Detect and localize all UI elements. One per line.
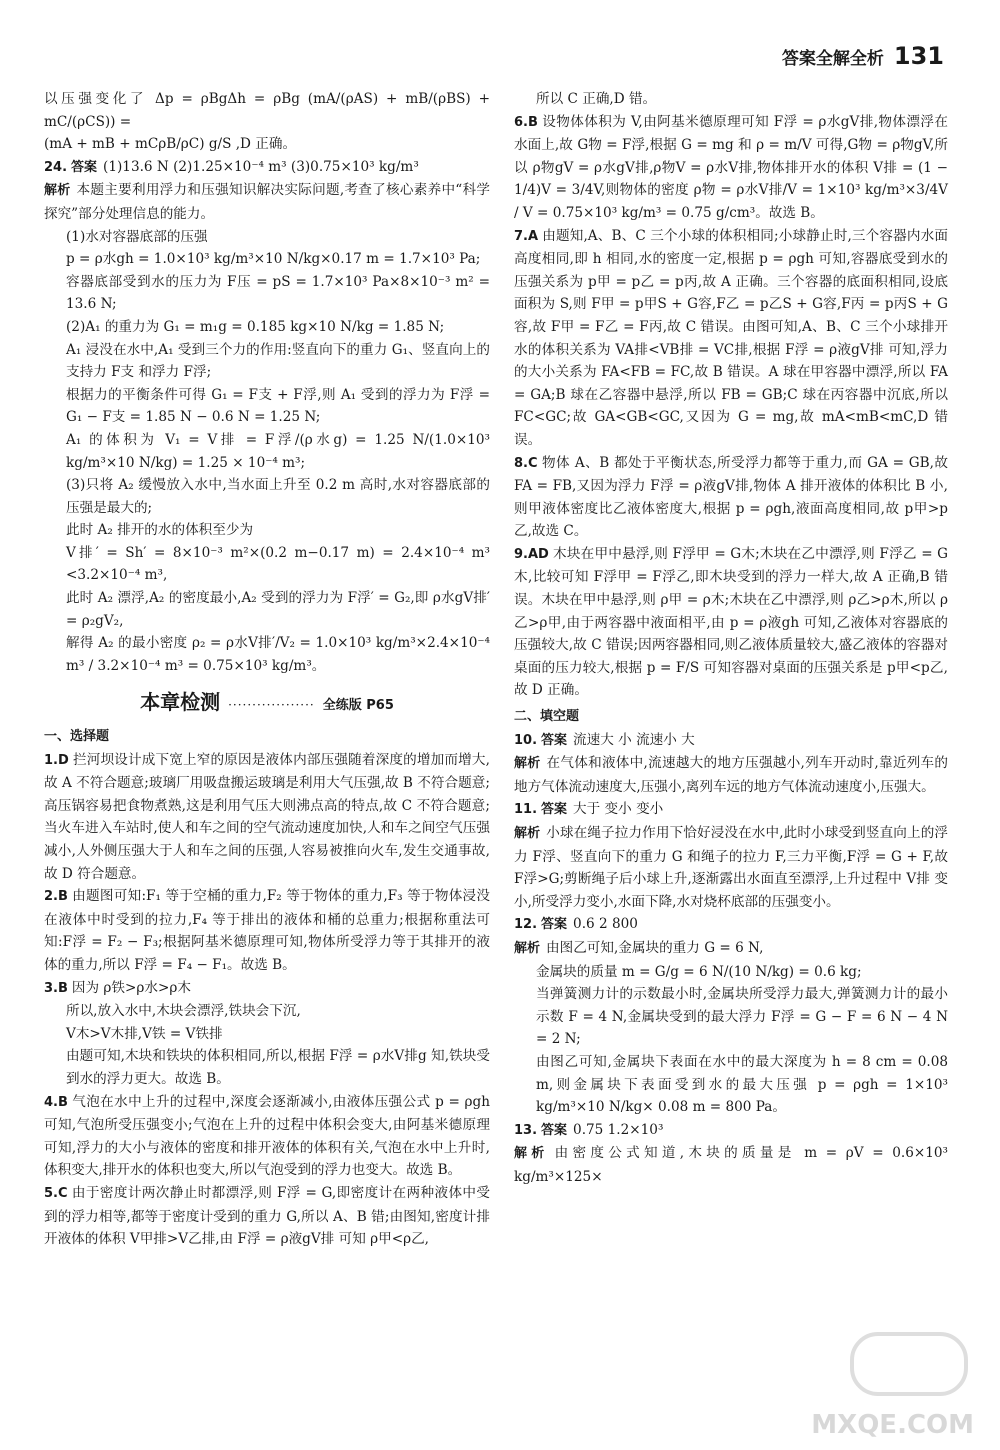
- question-number: 2.B: [44, 889, 68, 905]
- answer-paragraph: [514, 729, 948, 753]
- solution-line: 解得 A₂ 的最小密度 ρ₂ = ρ水V排′/V₂ = 1.0×10³ kg/m³×2.4×10⁻⁴ m³ / 3.2×10⁻⁴ m³ = 0.75×10³ kg/m³。: [66, 635, 490, 674]
- answer-paragraph: [514, 225, 948, 452]
- answer-paragraph: [44, 885, 490, 976]
- answer-label: 答案: [71, 159, 98, 175]
- question-number: 1.D: [44, 752, 69, 768]
- solution-line: (1)水对容器底部的压强: [66, 228, 208, 245]
- answer-paragraph: [514, 798, 948, 822]
- answer-paragraph: [514, 822, 948, 913]
- question-number: 6.B: [514, 114, 538, 130]
- answer-paragraph: [44, 749, 490, 886]
- question-number: 13.: [514, 1122, 538, 1138]
- solution-line: 当弹簧测力计的示数最小时,金属块所受浮力最大,弹簧测力计的最小示数 F = 4 N,金属块受到的最大浮力 F浮 = G − F = 6 N − 4 N = 2 N;: [536, 986, 948, 1048]
- answer-label: 答案: [541, 732, 568, 748]
- solution-line: (3)只将 A₂ 缓慢放入水中,当水面上升至 0.2 m 高时,水对容器底部的压强是最大的;: [66, 477, 490, 516]
- answer-text: 小球在绳子拉力作用下恰好浸没在水中,此时小球受到竖直向上的浮力 F浮、竖直向下的重力 G 和绳子的拉力 F,三力平衡,F浮 = G + F,故 F浮>G;剪断绳子后小球上升,逐渐露出水面直至漂浮,上升过程中 V排 变小,所受浮力变小,水面下降,水对烧杯底部的压强变小。: [514, 825, 948, 910]
- answer-text: 0.75 1.2×10³: [573, 1121, 664, 1138]
- solution-line: V木>V木排,V铁 = V铁排: [66, 1025, 223, 1042]
- solution-line: 此时 A₂ 漂浮,A₂ 的密度最小,A₂ 受到的浮力为 F浮′ = G₂,即 ρ水gV排′ = ρ₂gV₂,: [66, 590, 490, 629]
- question-number: 3.B: [44, 980, 68, 996]
- header-title: 答案全解全析: [781, 48, 884, 69]
- section-heading: 二、填空题: [514, 709, 580, 725]
- question-number: 9.AD: [514, 546, 549, 562]
- solution-line: A₁ 的体积为 V₁ = V排 = F浮/(ρ水g) = 1.25 N/(1.0×10³ kg/m³×10 N/kg) = 1.25 × 10⁻⁴ m³;: [66, 431, 490, 471]
- answer-text: 流速大 小 流速小 大: [573, 731, 695, 748]
- answer-text: 木块在甲中悬浮,则 F浮甲 = G木;木块在乙中漂浮,则 F浮乙 = G木,比较可知 F浮甲 = F浮乙,即木块受到的浮力一样大,故 A 正确,B 错误。木块在甲中悬浮,则 ρ甲 = ρ木;木块在乙中漂浮,则 ρ乙>ρ木,所以 ρ乙>ρ甲,由于两容器中液面相平,由 p = ρ液gh 可知,乙液体对容器底的压强较大,故 C 错误;因两容器相同,则乙液体质量较大,盛乙液体的容器对桌面的压力较大,根据 p = F/S 可知容器对桌面的压强关系是 p甲<p乙,故 D 正确。: [514, 545, 948, 699]
- answer-label: 解析: [514, 940, 541, 956]
- answer-text: 拦河坝设计成下宽上窄的原因是液体内部压强随着深度的增加而增大,故 A 不符合题意;玻璃厂用吸盘搬运玻璃是利用大气压强,故 B 不符合题意;高压锅容易把食物煮熟,这是利用气压大则沸点高的特点,故 C 不符合题意;当火车进入车站时,使人和车之间的空气流动速度加快,人和车之间空气压强减小,人外侧压强大于人和车之间的压强,人容易被推向火车,发生交通事故,故 D 符合题意。: [44, 751, 490, 882]
- answer-text: (1)13.6 N (2)1.25×10⁻⁴ m³ (3)0.75×10³ kg/m³: [103, 158, 419, 175]
- question-number: 11.: [514, 802, 538, 818]
- solution-line: 所以 C 正确,D 错。: [536, 91, 657, 107]
- page-number: 131: [893, 42, 944, 70]
- solution-line: 根据力的平衡条件可得 G₁ = F支 + F浮,则 A₁ 受到的浮力为 F浮 = G₁ − F支 = 1.85 N − 0.6 N = 1.25 N;: [66, 386, 490, 426]
- watermark: [811, 1320, 980, 1440]
- solution-line: 所以,放入水中,木块会漂浮,铁块会下沉,: [66, 1003, 301, 1020]
- answer-label: 解析: [514, 826, 541, 841]
- answer-label: 解析: [514, 1146, 549, 1162]
- question-number: 10.: [514, 732, 538, 748]
- solution-line: 此时 A₂ 排开的水的体积至少为: [66, 522, 254, 539]
- chapter-heading: [44, 691, 490, 718]
- answer-text: 气泡在水中上升的过程中,深度会逐渐减小,由液体压强公式 p = ρgh 可知,气泡所受压强变小;气泡在上升的过程中体积会变大,由阿基米德原理可知,浮力的大小与液体的密度和排开液体的体积有关,气泡在水中上升时,体积变大,排开水的体积也变大,所以气泡受到的浮力也变大。故选 B。: [44, 1093, 490, 1179]
- answer-paragraph: [44, 977, 490, 1001]
- answer-text: 大于 变小 变小: [573, 801, 664, 818]
- answer-text: 由密度公式知道,木块的质量是 m = ρV = 0.6×10³ kg/m³×125×: [514, 1145, 948, 1185]
- answer-label: 答案: [541, 1122, 568, 1138]
- answer-text: 0.6 2 800: [573, 916, 638, 933]
- answer-paragraph: [514, 1119, 948, 1143]
- watermark-text: MXQE.COM: [811, 1410, 974, 1440]
- answer-text: 由于密度计两次静止时都漂浮,则 F浮 = G,即密度计在两种液体中受到的浮力相等,都等于密度计受到的重力 G,所以 A、B 错;由图知,密度计排开液体的体积 V甲排>V乙排,由 F浮 = ρ液gV排 可知 ρ甲<ρ乙,: [44, 1184, 490, 1248]
- answer-text: 由图乙可知,金属块的重力 G = 6 N,: [546, 939, 764, 956]
- answer-text: 由题图可知:F₁ 等于空桶的重力,F₂ 等于物体的重力,F₃ 等于物体浸没在液体中时受到的拉力,F₄ 等于排出的液体和桶的总重力;根据称重法可知:F浮 = F₂ − F₃;根据阿基米德原理可知,物体所受浮力等于其排开的液体的重力,所以 F浮 = F₄ − F₁。故选 B。: [44, 888, 490, 973]
- answer-label: 解析: [44, 183, 71, 199]
- answer-label: 解析: [514, 756, 541, 772]
- chapter-title: 本章检测: [140, 690, 221, 715]
- question-number: 4.B: [44, 1094, 68, 1110]
- solution-line: V排′ = Sh′ = 8×10⁻³ m²×(0.2 m−0.17 m) = 2.4×10⁻⁴ m³ <3.2×10⁻⁴ m³,: [66, 544, 490, 584]
- right-column: [514, 88, 948, 1189]
- text-line: (mA + mB + mCρB/ρC) g/S ,D 正确。: [44, 136, 297, 153]
- solution-line: 由图乙可知,金属块下表面在水中的最大深度为 h = 8 cm = 0.08 m,则金属块下表面受到水的最大压强 p = ρgh = 1×10³ kg/m³×10 N/kg× 0.08 m = 800 Pa。: [536, 1053, 948, 1116]
- answer-paragraph: [514, 452, 948, 543]
- answer-text: 因为 ρ铁>ρ水>ρ木: [71, 979, 191, 996]
- watermark-badge-icon: [850, 1332, 968, 1396]
- solution-line: A₁ 浸没在水中,A₁ 受到三个力的作用:竖直向下的重力 G₁、竖直向上的支持力 F支 和浮力 F浮;: [66, 341, 490, 381]
- question-number: 8.C: [514, 455, 538, 471]
- answer-paragraph: [514, 752, 948, 798]
- answer-paragraph: [44, 156, 490, 180]
- chapter-dots: ··················: [228, 698, 315, 713]
- solution-line: p = ρ水gh = 1.0×10³ kg/m³×10 N/kg×0.17 m = 1.7×10³ Pa;: [66, 251, 481, 268]
- answer-paragraph: [514, 913, 948, 937]
- question-number: 24.: [44, 159, 68, 175]
- answer-text: 由题知,A、B、C 三个小球的体积相同;小球静止时,三个容器内水面高度相同,即 h 相同,水的密度一定,根据 p = ρgh 可知,容器底受到水的压强关系为 p甲 = p乙 = p丙,故 A 正确。三个容器的底面积相同,设底面积为 S,则 F甲 = p甲S + G容,F乙 = p乙S + G容,F丙 = p丙S + G容,故 F甲 = F乙 = F丙,故 C 错误。由图可知,A、B、C 三个小球排开水的体积关系为 VA排<VB排 = VC排,根据 F浮 = ρ液gV排 可知,浮力的大小关系为 FA<FB = FC,故 B 错误。A 球在甲容器中漂浮,所以 FA = GA;B 球在乙容器中悬浮,所以 FB = GB;C 球在丙容器中沉底,所以 FC<GC;故 GA<GB<GC,又因为 G = mg,故 mA<mB<mC,D 错误。: [514, 227, 948, 448]
- page-header: [782, 42, 944, 70]
- solution-line: 金属块的质量 m = G/g = 6 N/(10 N/kg) = 0.6 kg;: [536, 963, 862, 980]
- answer-paragraph: [514, 111, 948, 225]
- text-line: 以压强变化了 Δp = ρBgΔh = ρBg (mA/(ρAS) + mB/(ρBS) + mC/(ρCS)) =: [44, 91, 490, 130]
- question-number: 5.C: [44, 1185, 68, 1201]
- solution-line: 由题可知,木块和铁块的体积相同,所以,根据 F浮 = ρ水V排g 知,铁块受到水的浮力更大。故选 B。: [66, 1048, 490, 1087]
- solution-line: 容器底部受到水的压力为 F压 = pS = 1.7×10³ Pa×8×10⁻³ m² = 13.6 N;: [66, 273, 490, 313]
- solution-line: (2)A₁ 的重力为 G₁ = m₁g = 0.185 kg×10 N/kg = 1.85 N;: [66, 318, 445, 335]
- answer-label: 答案: [541, 802, 568, 818]
- chapter-version: 全练版 P65: [322, 698, 394, 714]
- left-column: [44, 88, 490, 1251]
- question-number: 7.A: [514, 228, 539, 244]
- answer-text: 在气体和液体中,流速越大的地方压强越小,列车开动时,靠近列车的地方气体流动速度大,压强小,离列车远的地方气体流动速度小,压强大。: [514, 755, 948, 795]
- answer-paragraph: [514, 543, 948, 702]
- answer-text: 物体 A、B 都处于平衡状态,所受浮力都等于重力,而 GA = GB,故 FA = FB,又因为浮力 F浮 = ρ液gV排,物体 A 排开液体的体积比 B 小,则甲液体密度比乙液体密度大,根据 p = ρgh,液面高度相同,故 p甲>p乙,故选 C。: [514, 454, 948, 540]
- question-number: 12.: [514, 917, 538, 933]
- answer-label: 答案: [541, 917, 568, 933]
- answer-text: 本题主要利用浮力和压强知识解决实际问题,考查了核心素养中“科学探究”部分处理信息的能力。: [44, 182, 490, 222]
- answer-text: 设物体体积为 V,由阿基米德原理可知 F浮 = ρ水gV排,物体漂浮在水面上,故 G物 = F浮,根据 G = mg 和 ρ = m/V 可得,G物 = ρ物gV,所以 ρ物gV = ρ水gV排,ρ物V = ρ水V排,物体排开水的体积 V排 = (1 − 1/4)V = 3/4V,则物体的密度 ρ物 = ρ水V排/V = 1×10³ kg/m³×3/4V / V = 0.75×10³ kg/m³ = 0.75 g/cm³。故选 B。: [514, 113, 948, 221]
- answer-paragraph: [44, 179, 490, 225]
- answer-paragraph: [44, 1182, 490, 1251]
- answer-paragraph: [514, 937, 948, 961]
- section-heading: 一、选择题: [44, 729, 110, 745]
- answer-paragraph: [44, 1091, 490, 1182]
- answer-paragraph: [514, 1142, 948, 1188]
